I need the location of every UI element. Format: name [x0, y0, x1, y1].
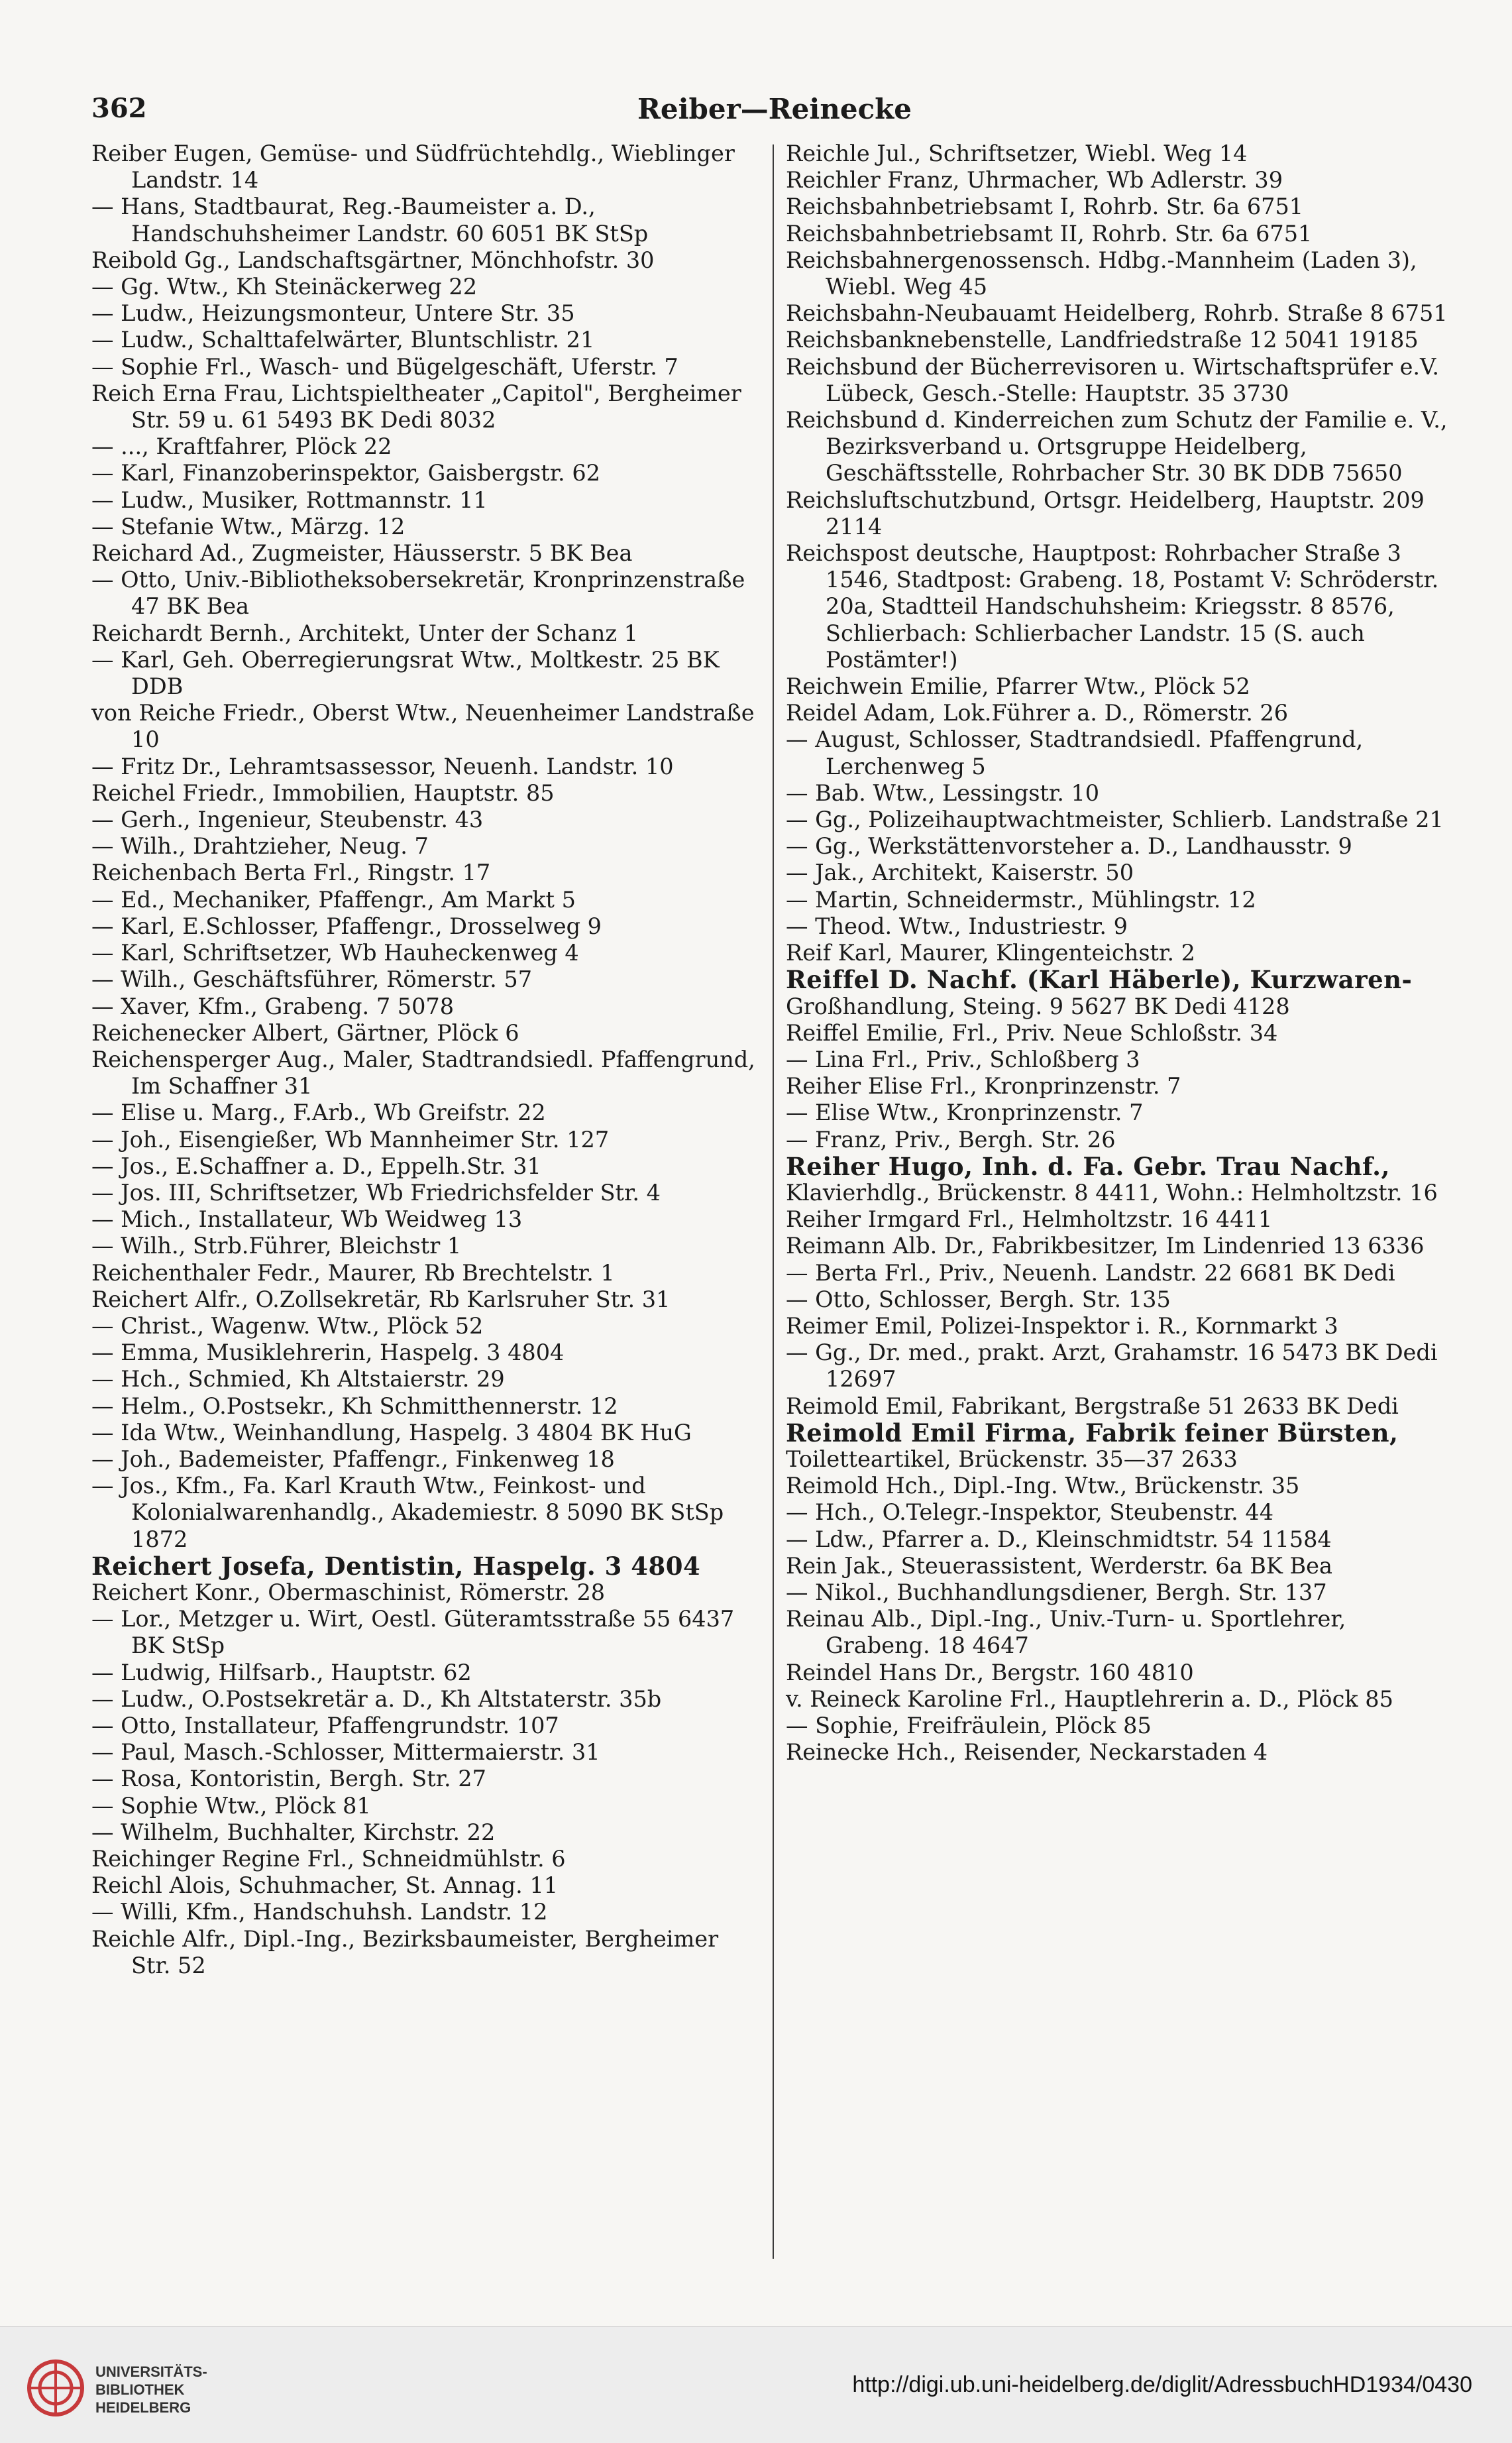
directory-entry: Reichler Franz, Uhrmacher, Wb Adlerstr. 39: [786, 167, 1283, 194]
directory-entry: Reichwein Emilie, Pfarrer Wtw., Plöck 52: [786, 673, 1250, 700]
directory-entry: Reichert Konr., Obermaschinist, Römerstr. 28: [91, 1579, 606, 1605]
directory-entry: Toiletteartikel, Brückenstr. 35—37 2633: [786, 1446, 1238, 1472]
directory-entry: Reichsbahnbetriebsamt II, Rohrb. Str. 6a 6751: [786, 220, 1313, 247]
directory-entry: — Willi, Kfm., Handschuhsh. Landstr. 12: [91, 1899, 548, 1925]
directory-entry: — Jos., E.Schaffner a. D., Eppelh.Str. 31: [91, 1153, 541, 1179]
directory-entry: Reindel Hans Dr., Bergstr. 160 4810: [786, 1659, 1194, 1685]
page-header: [91, 93, 1458, 133]
directory-entry: — Elise u. Marg., F.Arb., Wb Greifstr. 22: [91, 1100, 546, 1126]
directory-entry: — Ludw., Heizungsmonteur, Untere Str. 35: [91, 300, 575, 327]
library-seal-icon: [27, 2359, 85, 2417]
directory-entry: Reimold Emil Firma, Fabrik feiner Bürsten,: [786, 1418, 1399, 1448]
right-column: [786, 141, 1455, 1766]
directory-entry: — Ldw., Pfarrer a. D., Kleinschmidtstr. 54 11584: [786, 1526, 1332, 1552]
directory-entry: — Jos. III, Schriftsetzer, Wb Friedrichsfelder Str. 4: [91, 1179, 661, 1206]
left-column: [91, 141, 763, 1979]
column-divider: [773, 144, 774, 2259]
directory-entry: — Ida Wtw., Weinhandlung, Haspelg. 3 4804 BK HuG: [91, 1419, 692, 1446]
directory-entry: — Berta Frl., Priv., Neuenh. Landstr. 22 6681 BK Dedi: [786, 1259, 1395, 1286]
directory-entry: Reichel Friedr., Immobilien, Hauptstr. 85: [91, 779, 555, 806]
directory-entry: — Christ., Wagenw. Wtw., Plöck 52: [91, 1312, 484, 1339]
directory-entry: — Franz, Priv., Bergh. Str. 26: [786, 1126, 1116, 1153]
directory-entry: Reidel Adam, Lok.Führer a. D., Römerstr. 26: [786, 700, 1289, 726]
directory-entry: — Ludwig, Hilfsarb., Hauptstr. 62: [91, 1659, 472, 1685]
directory-entry: Reichard Ad., Zugmeister, Häusserstr. 5 BK Bea: [91, 540, 633, 567]
directory-entry: — Helm., O.Postsekr., Kh Schmitthennerstr. 12: [91, 1392, 618, 1419]
directory-entry: Reif Karl, Maurer, Klingenteichstr. 2: [786, 940, 1195, 966]
directory-entry: Reimold Hch., Dipl.-Ing. Wtw., Brückenstr. 35: [786, 1473, 1300, 1499]
directory-entry: — Gerh., Ingenieur, Steubenstr. 43: [91, 807, 484, 833]
directory-entry: — Karl, Geh. Oberregierungsrat Wtw., Moltkestr. 25 BK DDB: [91, 646, 720, 700]
directory-entry: Reimann Alb. Dr., Fabrikbesitzer, Im Lindenried 13 6336: [786, 1233, 1425, 1259]
directory-entry: Reichle Jul., Schriftsetzer, Wiebl. Weg 14: [786, 141, 1248, 166]
directory-entry: — Theod. Wtw., Industriestr. 9: [786, 913, 1128, 939]
directory-entry: — August, Schlosser, Stadtrandsiedl. Pfaffengrund, Lerchenweg 5: [786, 726, 1364, 779]
library-name: [95, 2363, 207, 2416]
directory-entry: — Sophie Frl., Wasch- und Bügelgeschäft, Uferstr. 7: [91, 353, 678, 380]
directory-entry: Reiher Hugo, Inh. d. Fa. Gebr. Trau Nachf.,: [786, 1151, 1390, 1181]
directory-entry: — Wilhelm, Buchhalter, Kirchstr. 22: [91, 1819, 496, 1845]
directory-entry: — Jak., Architekt, Kaiserstr. 50: [786, 860, 1134, 886]
directory-entry: Klavierhdlg., Brückenstr. 8 4411, Wohn.: Helmholtzstr. 16: [786, 1179, 1438, 1206]
directory-entry: Reichl Alois, Schuhmacher, St. Annag. 11: [91, 1872, 559, 1899]
directory-entry: von Reiche Friedr., Oberst Wtw., Neuenheimer Landstraße 10: [91, 700, 755, 753]
directory-entry: — Gg., Dr. med., prakt. Arzt, Grahamstr. 16 5473 BK Dedi 12697: [786, 1339, 1438, 1392]
directory-entry: — Wilh., Geschäftsführer, Römerstr. 57: [91, 966, 533, 993]
directory-entry: — Joh., Eisengießer, Wb Mannheimer Str. 127: [91, 1126, 610, 1153]
directory-entry: Reiher Elise Frl., Kronprinzenstr. 7: [786, 1073, 1181, 1100]
source-url-link[interactable]: http://digi.ub.uni-heidelberg.de/diglit/AdressbuchHD1934/0430: [852, 2372, 1472, 2397]
directory-entry: — Gg., Polizeihauptwachtmeister, Schlierb. Landstraße 21: [786, 807, 1444, 833]
running-head: Reiber—Reinecke: [637, 93, 912, 125]
directory-entry: — Nikol., Buchhandlungsdiener, Bergh. Str. 137: [786, 1579, 1327, 1605]
logo-line: UNIVERSITÄTS-: [95, 2363, 207, 2380]
directory-entry: Reinecke Hch., Reisender, Neckarstaden 4: [786, 1739, 1268, 1766]
directory-entry: — Hch., Schmied, Kh Altstaierstr. 29: [91, 1366, 505, 1392]
directory-entry: Reichspost deutsche, Hauptpost: Rohrbacher Straße 3 1546, Stadtpost: Grabeng. 18, Postamt V: Schröderstr. 20a, Stadtteil Handschuhsheim: Kriegsstr. 8 8576, Schlierbach: Schlierbacher Landstr. 15 (S. auch Postämter!): [786, 540, 1439, 673]
logo-line: HEIDELBERG: [95, 2399, 191, 2416]
directory-entry: — Xaver, Kfm., Grabeng. 7 5078: [91, 993, 455, 1019]
directory-entry: — Ludw., O.Postsekretär a. D., Kh Altstaterstr. 35b: [91, 1685, 662, 1712]
directory-entry: — Emma, Musiklehrerin, Haspelg. 3 4804: [91, 1339, 565, 1366]
directory-entry: Reichsbund d. Kinderreichen zum Schutz der Familie e. V., Bezirksverband u. Ortsgruppe Heidelberg, Geschäftsstelle, Rohrbacher Str. 30 BK DDB 75650: [786, 407, 1448, 486]
directory-entry: Reichardt Bernh., Architekt, Unter der Schanz 1: [91, 620, 638, 646]
directory-entry: Reichsbund der Bücherrevisoren u. Wirtschaftsprüfer e.V. Lübeck, Gesch.-Stelle: Hauptstr. 35 3730: [786, 353, 1440, 406]
directory-entry: Reichsbahn-Neubauamt Heidelberg, Rohrb. Straße 8 6751: [786, 300, 1448, 327]
directory-entry: Reichensperger Aug., Maler, Stadtrandsiedl. Pfaffengrund, Im Schaffner 31: [91, 1046, 755, 1100]
directory-entry: — Gg. Wtw., Kh Steinäckerweg 22: [91, 274, 478, 300]
directory-entry: — Karl, Schriftsetzer, Wb Hauheckenweg 4: [91, 940, 579, 966]
directory-entry: — Ed., Mechaniker, Pfaffengr., Am Markt 5: [91, 886, 576, 913]
directory-entry: Reichenthaler Fedr., Maurer, Rb Brechtelstr. 1: [91, 1259, 615, 1286]
directory-entry: Reiffel D. Nachf. (Karl Häberle), Kurzwaren-: [786, 965, 1413, 995]
directory-entry: — Otto, Univ.-Bibliotheksobersekretär, Kronprinzenstraße 47 BK Bea: [91, 567, 745, 620]
directory-entry: Reimold Emil, Fabrikant, Bergstraße 51 2633 BK Dedi: [786, 1392, 1399, 1419]
directory-entry: — Sophie Wtw., Plöck 81: [91, 1792, 371, 1819]
directory-entry: Reinau Alb., Dipl.-Ing., Univ.-Turn- u. Sportlehrer, Grabeng. 18 4647: [786, 1606, 1346, 1659]
directory-entry: Reichsbahnbetriebsamt I, Rohrb. Str. 6a 6751: [786, 194, 1304, 220]
library-logo[interactable]: [27, 2354, 245, 2420]
directory-entry: — Jos., Kfm., Fa. Karl Krauth Wtw., Feinkost- und Kolonialwarenhandlg., Akademiestr. 8 5090 BK StSp 1872: [91, 1473, 724, 1552]
directory-entry: — Lina Frl., Priv., Schloßberg 3: [786, 1046, 1140, 1072]
directory-entry: — Lor., Metzger u. Wirt, Oestl. Güteramtsstraße 55 6437 BK StSp: [91, 1606, 735, 1659]
directory-entry: — Wilh., Strb.Führer, Bleichstr 1: [91, 1233, 462, 1259]
directory-entry: — Mich., Installateur, Wb Weidweg 13: [91, 1206, 523, 1233]
directory-entry: — Rosa, Kontoristin, Bergh. Str. 27: [91, 1766, 486, 1792]
directory-entry: — Karl, E.Schlosser, Pfaffengr., Drosselweg 9: [91, 913, 602, 939]
directory-entry: Reichenbach Berta Frl., Ringstr. 17: [91, 860, 491, 886]
directory-entry: — Gg., Werkstättenvorsteher a. D., Landhausstr. 9: [786, 833, 1352, 860]
directory-entry: Reibold Gg., Landschaftsgärtner, Mönchhofstr. 30: [91, 247, 655, 273]
directory-entry: — Hch., O.Telegr.-Inspektor, Steubenstr. 44: [786, 1499, 1274, 1526]
directory-entry: — Elise Wtw., Kronprinzenstr. 7: [786, 1100, 1144, 1126]
directory-entry: Reich Erna Frau, Lichtspieltheater „Capitol", Bergheimer Str. 59 u. 61 5493 BK Dedi 8032: [91, 380, 741, 433]
page-number: 362: [91, 93, 147, 124]
directory-entry: — Otto, Installateur, Pfaffengrundstr. 107: [91, 1712, 559, 1738]
directory-entry: Reichle Alfr., Dipl.-Ing., Bezirksbaumeister, Bergheimer Str. 52: [91, 1925, 719, 1978]
directory-entry: — Joh., Bademeister, Pfaffengr., Finkenweg 18: [91, 1446, 615, 1472]
directory-entry: — Ludw., Musiker, Rottmannstr. 11: [91, 486, 488, 513]
directory-entry: Reichsbanknebenstelle, Landfriedstraße 12 5041 19185: [786, 327, 1419, 353]
directory-entry: — Stefanie Wtw., Märzg. 12: [91, 513, 405, 540]
directory-entry: — Hans, Stadtbaurat, Reg.-Baumeister a. D., Handschuhsheimer Landstr. 60 6051 BK StSp: [91, 194, 649, 247]
directory-entry: Rein Jak., Steuerassistent, Werderstr. 6a BK Bea: [786, 1552, 1332, 1579]
directory-entry: — Sophie, Freifräulein, Plöck 85: [786, 1712, 1152, 1738]
directory-entry: — ..., Kraftfahrer, Plöck 22: [91, 433, 392, 460]
directory-entry: v. Reineck Karoline Frl., Hauptlehrerin a. D., Plöck 85: [786, 1685, 1393, 1712]
directory-entry: — Bab. Wtw., Lessingstr. 10: [786, 779, 1100, 806]
directory-entry: — Karl, Finanzoberinspektor, Gaisbergstr. 62: [91, 460, 600, 486]
viewer-footer: [0, 2326, 1512, 2443]
directory-entry: Reimer Emil, Polizei-Inspektor i. R., Kornmarkt 3: [786, 1312, 1338, 1339]
directory-entry: Reiber Eugen, Gemüse- und Südfrüchtehdlg., Wieblinger Landstr. 14: [91, 141, 735, 194]
directory-entry: Großhandlung, Steing. 9 5627 BK Dedi 4128: [786, 993, 1290, 1019]
directory-entry: Reichert Alfr., O.Zollsekretär, Rb Karlsruher Str. 31: [91, 1286, 671, 1312]
directory-entry: Reichinger Regine Frl., Schneidmühlstr. 6: [91, 1846, 566, 1872]
directory-entry: — Wilh., Drahtzieher, Neug. 7: [91, 833, 429, 860]
directory-entry: — Otto, Schlosser, Bergh. Str. 135: [786, 1286, 1171, 1312]
logo-line: BIBLIOTHEK: [95, 2381, 185, 2398]
directory-entry: Reiher Irmgard Frl., Helmholtzstr. 16 4411: [786, 1206, 1273, 1233]
directory-entry: — Ludw., Schalttafelwärter, Bluntschlistr. 21: [91, 327, 595, 353]
directory-entry: Reiffel Emilie, Frl., Priv. Neue Schloßstr. 34: [786, 1019, 1278, 1046]
directory-entry: Reichsluftschutzbund, Ortsgr. Heidelberg, Hauptstr. 209 2114: [786, 486, 1425, 540]
directory-entry: — Martin, Schneidermstr., Mühlingstr. 12: [786, 886, 1256, 913]
directory-entry: Reichsbahnergenossensch. Hdbg.-Mannheim (Laden 3), Wiebl. Weg 45: [786, 247, 1417, 300]
directory-entry: — Fritz Dr., Lehramtsassessor, Neuenh. Landstr. 10: [91, 753, 674, 779]
directory-entry: — Paul, Masch.-Schlosser, Mittermaierstr. 31: [91, 1739, 600, 1766]
directory-entry: Reichert Josefa, Dentistin, Haspelg. 3 4804: [91, 1551, 701, 1581]
directory-entry: Reichenecker Albert, Gärtner, Plöck 6: [91, 1019, 519, 1046]
